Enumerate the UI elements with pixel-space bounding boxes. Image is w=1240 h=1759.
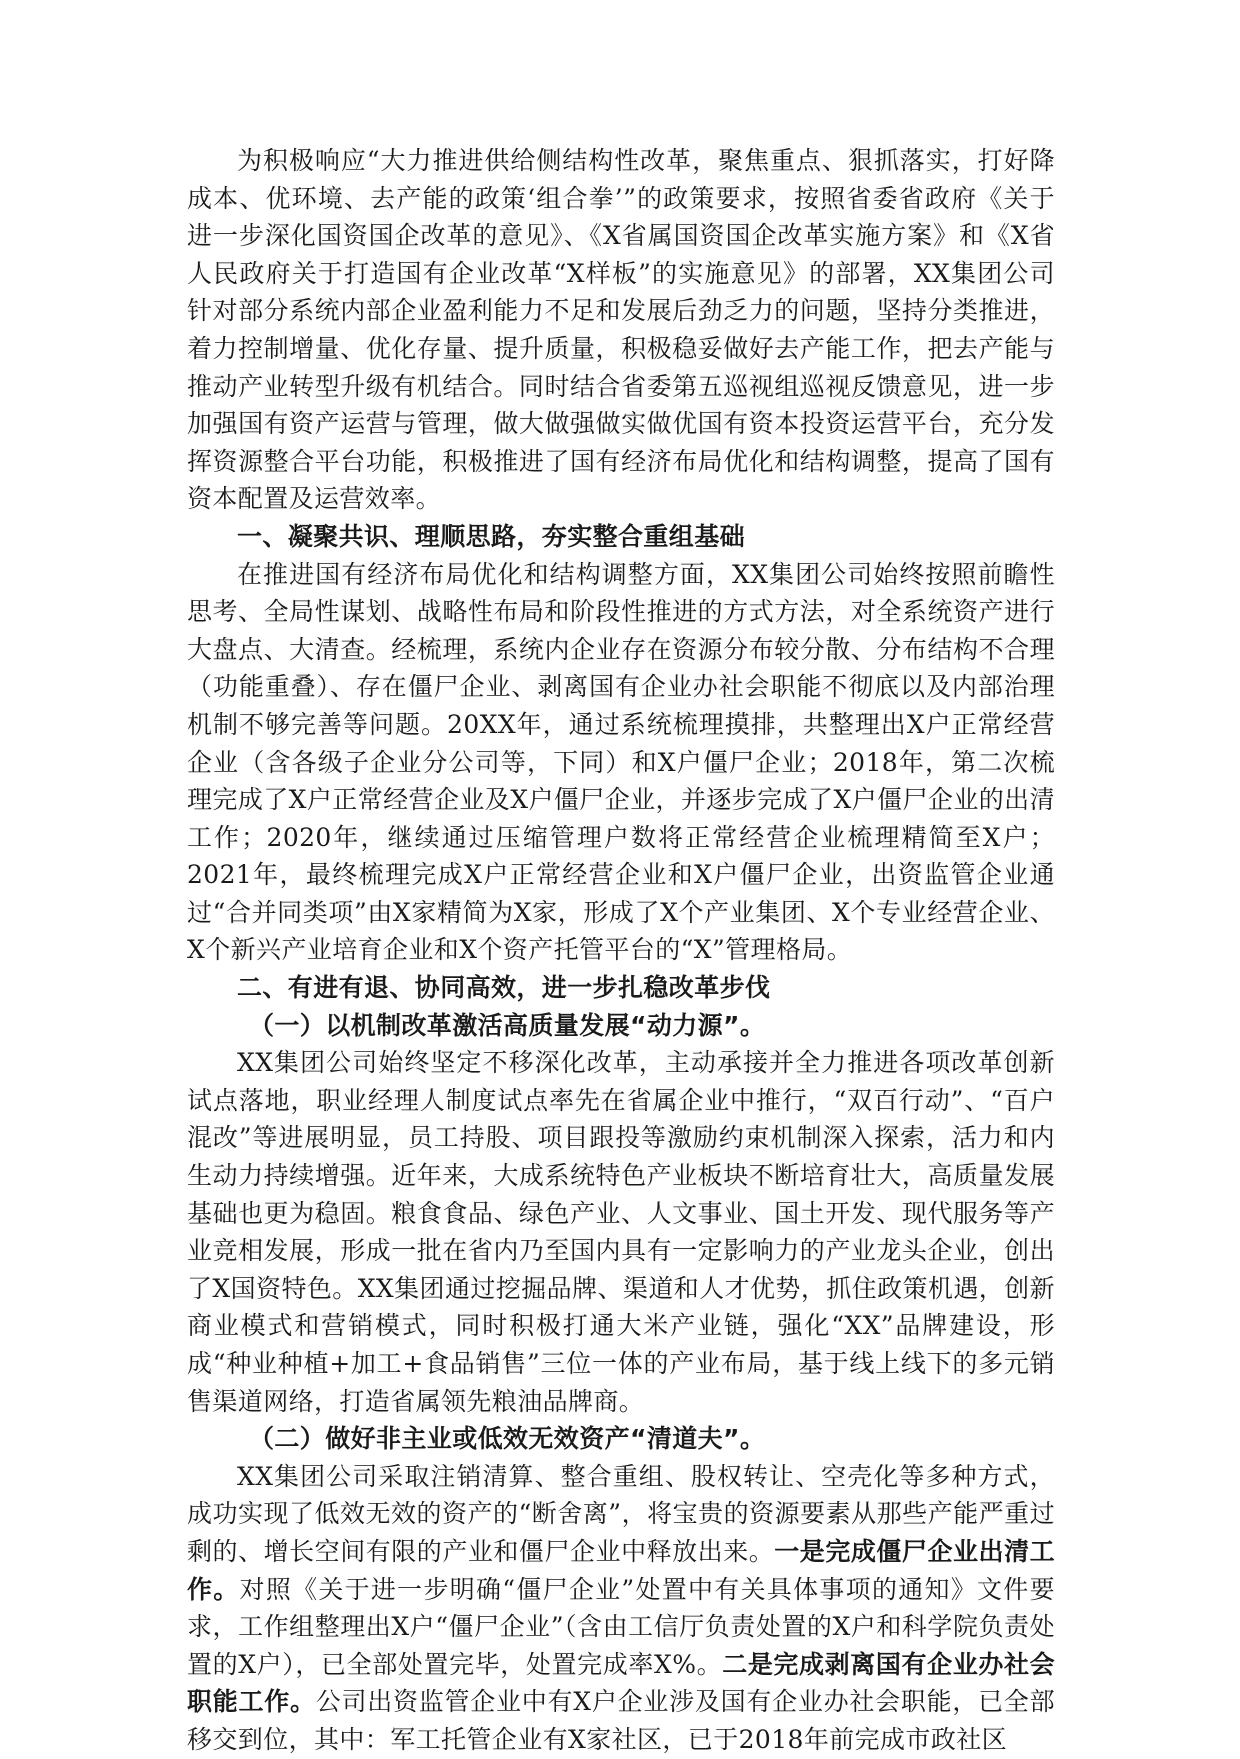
subsection-1-paragraph: XX集团公司始终坚定不移深化改革，主动承接并全力推进各项改革创新试点落地，职业经理人制度试点率先在省属企业中推行，“双百行动”、“百户混改”等进展明显，员工持股、项目跟投等激励约束机制深入探索，活力和内生动力持续增强。近年来，大成系统特色产业板块不断培育壮大，高质量发展基础也更为稳固。粮食食品、绿色产业、人文事业、国土开发、现代服务等产业竞相发展，形成一批在省内乃至国内具有一定影响力的产业龙头企业，创出了X国资特色。XX集团通过挖掘品牌、渠道和人才优势，抓住政策机遇，创新商业模式和营销模式，同时积极打通大米产业链，强化“XX”品牌建设，形成“种业种植+加工+食品销售”三位一体的产业布局，基于线上线下的多元销售渠道网络，打造省属领先粮油品牌商。 [187, 1048, 1055, 1416]
subsection-2-paragraph [187, 1458, 1055, 1759]
section-1-heading: 一、凝聚共识、理顺思路，夯实整合重组基础 [237, 521, 746, 551]
subsection-2-heading: （二）做好非主业或低效无效资产“清道夫”。 [249, 1424, 766, 1454]
intro-paragraph: 为积极响应“大力推进供给侧结构性改革，聚焦重点、狠抓落实，打好降成本、优环境、去产能的政策‘组合拳’”的政策要求，按照省委省政府《关于进一步深化国资国企改革的意见》、《X省属国资国企改革实施方案》和《X省人民政府关于打造国有企业改革“X样板”的实施意见》的部署，XX集团公司针对部分系统内部企业盈利能力不足和发展后劲乏力的问题，坚持分类推进，着力控制增量、优化存量、提升质量，积极稳妥做好去产能工作，把去产能与推动产业转型升级有机结合。同时结合省委第五巡视组巡视反馈意见，进一步加强国有资产运营与管理，做大做强做实做优国有资本投资运营平台，充分发挥资源整合平台功能，积极推进了国有经济布局优化和结构调整，提高了国有资本配置及运营效率。 [187, 146, 1055, 514]
section-2-heading: 二、有进有退、协同高效，进一步扎稳改革步伐 [237, 973, 771, 1003]
subsection-2-text-1: XX集团公司采取注销清算、整合重组、股权转让、空壳化等多种方式，成功实现了低效无效的资产的“断舍离”，将宝贵的资源要素从那些产能严重过剩的、增长空间有限的产业和僵尸企业中释放出来。 [187, 1461, 1055, 1566]
subsection-2-point-2: 二是完成剥离国有企业办社会职能工作。 [187, 1649, 1056, 1717]
subsection-1-heading: （一）以机制改革激活高质量发展“动力源”。 [249, 1010, 766, 1040]
section-1-paragraph: 在推进国有经济布局优化和结构调整方面，XX集团公司始终按照前瞻性思考、全局性谋划、战略性布局和阶段性推进的方式方法，对全系统资产进行大盘点、大清查。经梳理，系统内企业存在资源分布较分散、分布结构不合理（功能重叠）、存在僵尸企业、剥离国有企业办社会职能不彻底以及内部治理机制不够完善等问题。20XX年，通过系统梳理摸排，共整理出X户正常经营企业（含各级子企业分公司等，下同）和X户僵尸企业；2018年，第二次梳理完成了X户正常经营企业及X户僵尸企业，并逐步完成了X户僵尸企业的出清工作；2020年，继续通过压缩管理户数将正常经营企业梳理精简至X户；2021年，最终梳理完成X户正常经营企业和X户僵尸企业，出资监管企业通过“合并同类项”由X家精简为X家，形成了X个产业集团、X个专业经营企业、X个新兴产业培育企业和X个资产托管平台的“X”管理格局。 [187, 559, 1055, 965]
subsection-2-point-1: 一是完成僵尸企业出清工作。 [187, 1536, 1055, 1604]
subsection-2-text-2: 对照《关于进一步明确“僵尸企业”处置中有关具体事项的通知》文件要求，工作组整理出X户“僵尸企业”（含由工信厅负责处置的X户和科学院负责处置的X户），已全部处置完毕，处置完成率X%。 [187, 1574, 1055, 1679]
subsection-2-text-3: 公司出资监管企业中有X户企业涉及国有企业办社会职能，已全部移交到位，其中：军工托管企业有X家社区，已于2018年前完成市政社区 [187, 1687, 1055, 1754]
